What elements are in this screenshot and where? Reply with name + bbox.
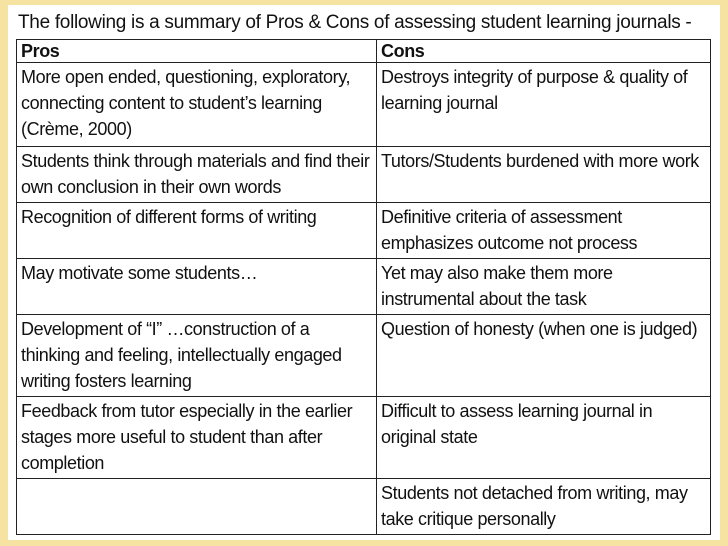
cons-header: Cons xyxy=(377,40,711,63)
cons-cell: Students not detached from writing, may take critique personally xyxy=(377,479,711,535)
cons-cell: Difficult to assess learning journal in original state xyxy=(377,397,711,479)
pros-cell: Feedback from tutor especially in the earlier stages more useful to student than after completion xyxy=(17,397,377,479)
table-header-row xyxy=(17,40,711,63)
table-row xyxy=(17,259,711,315)
pros-cell-empty xyxy=(17,479,377,535)
pros-cell: More open ended, questioning, exploratory, connecting content to student’s learning (Crème, 2000) xyxy=(17,63,377,147)
table-row xyxy=(17,315,711,397)
cons-cell: Definitive criteria of assessment emphasizes outcome not process xyxy=(377,203,711,259)
table-row xyxy=(17,203,711,259)
cons-cell: Destroys integrity of purpose & quality of learning journal xyxy=(377,63,711,147)
pros-cell: Development of “I” …construction of a thinking and feeling, intellectually engaged writing fosters learning xyxy=(17,315,377,397)
slide-panel xyxy=(8,5,720,540)
pros-cell: Students think through materials and find their own conclusion in their own words xyxy=(17,147,377,203)
pros-cell: Recognition of different forms of writing xyxy=(17,203,377,259)
table-row xyxy=(17,397,711,479)
summary-heading: The following is a summary of Pros & Cons of assessing student learning journals - xyxy=(18,12,692,33)
pros-cell: May motivate some students… xyxy=(17,259,377,315)
table-row xyxy=(17,479,711,535)
pros-cons-table xyxy=(16,39,711,535)
cons-cell: Tutors/Students burdened with more work xyxy=(377,147,711,203)
pros-header: Pros xyxy=(17,40,377,63)
cons-cell: Yet may also make them more instrumental about the task xyxy=(377,259,711,315)
table-row xyxy=(17,147,711,203)
cons-cell: Question of honesty (when one is judged) xyxy=(377,315,711,397)
table-row xyxy=(17,63,711,147)
